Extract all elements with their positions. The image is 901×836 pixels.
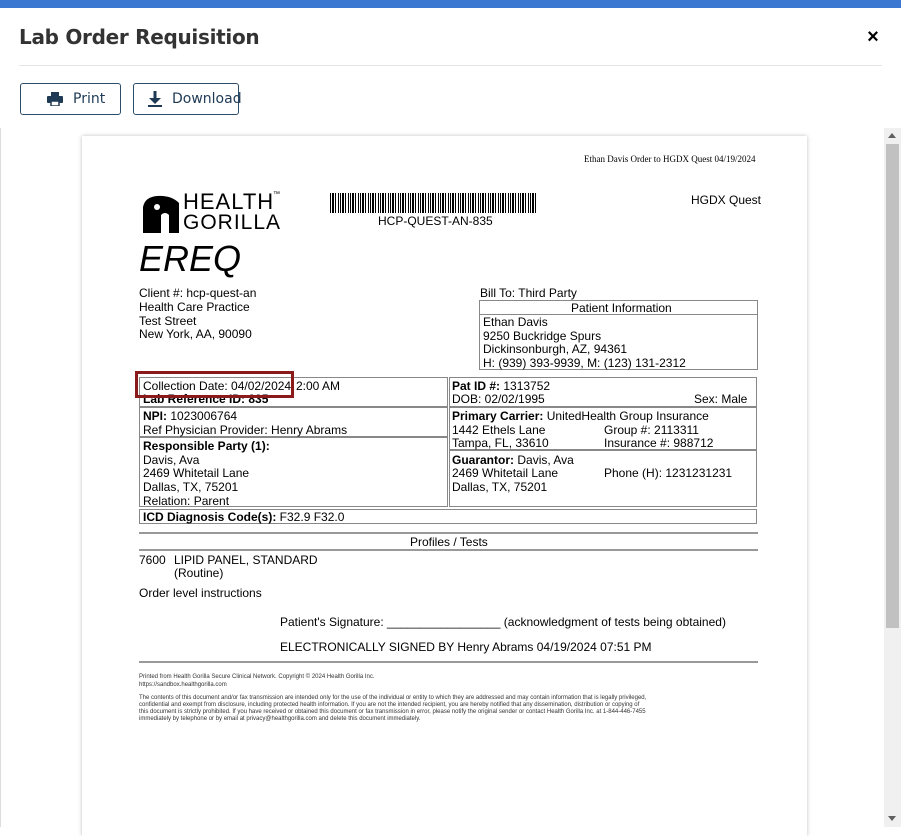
client-line-2: Health Care Practice	[139, 300, 250, 314]
guarantor	[452, 453, 574, 467]
pat-id-value: 1313752	[500, 379, 551, 393]
patient-id	[452, 379, 550, 393]
client-line-4: New York, AA, 90090	[139, 327, 252, 341]
gorilla-logo-icon	[139, 193, 181, 233]
scrollbar[interactable]	[884, 128, 901, 827]
icd-label: ICD Diagnosis Code(s):	[143, 510, 277, 524]
scroll-thumb[interactable]	[886, 144, 899, 628]
footer-line-2: https://sandbox.healthgorilla.com	[139, 682, 227, 688]
carrier-group: Group #: 2113311	[604, 423, 699, 437]
test-name: LIPID PANEL, STANDARD	[174, 553, 318, 567]
collection-date: Collection Date: 04/02/2024	[143, 379, 292, 393]
electronic-signature: ELECTRONICALLY SIGNED BY Henry Abrams 04/19/2024 07:51 PM	[280, 640, 652, 654]
footer-line-1: Printed from Health Gorilla Secure Clinical Network. Copyright © 2024 Health Gorilla Inc.	[139, 674, 375, 680]
carrier-insurance: Insurance #: 988712	[604, 436, 714, 450]
download-button[interactable]	[133, 83, 242, 115]
responsible-line-2: 2469 Whitetail Lane	[143, 466, 250, 480]
primary-carrier-value: UnitedHealth Group Insurance	[543, 409, 709, 423]
icd-codes	[143, 510, 344, 524]
responsible-line-4: Relation: Parent	[143, 494, 230, 508]
responsible-line-3: Dallas, TX, 75201	[143, 480, 239, 494]
close-button[interactable]: ×	[867, 26, 879, 48]
print-button[interactable]	[20, 83, 121, 115]
responsible-title: Responsible Party (1):	[143, 439, 270, 453]
lab-reference: Lab Reference ID: 835	[143, 392, 269, 406]
dob: DOB: 02/02/1995	[452, 392, 545, 406]
barcode	[330, 193, 538, 213]
disclaimer-line-3: this document is strictly prohibited. If you have received or obtained this document or fax transmission in error, please notify the original sender or contact Health Gorilla Inc. at 1-844-446-7455	[139, 709, 646, 715]
npi	[143, 409, 237, 423]
icd-value: F32.9 F32.0	[276, 510, 345, 524]
top-accent-bar	[0, 0, 901, 8]
download-icon	[148, 91, 162, 107]
profiles-bottom-rule	[139, 549, 758, 551]
modal-header	[0, 8, 901, 66]
scroll-down-arrow-icon[interactable]	[888, 816, 896, 821]
carrier-address-1: 1442 Ethels Lane	[452, 423, 546, 437]
ereq-title: EREQ	[139, 238, 242, 279]
guarantor-value: Davis, Ava	[514, 453, 574, 467]
collection-time: 2:00 AM	[296, 379, 341, 393]
primary-carrier	[452, 409, 709, 423]
patient-line-2: 9250 Buckridge Spurs	[483, 329, 602, 343]
logo-health-text: HEALTH	[183, 189, 275, 214]
logo-tm-mark: ™	[273, 191, 280, 198]
patient-line-1: Ethan Davis	[483, 315, 548, 329]
guarantor-address-2: Dallas, TX, 75201	[452, 480, 548, 494]
patient-line-4: H: (939) 393-9939, M: (123) 131-2312	[483, 356, 686, 370]
npi-value: 1023006764	[167, 409, 238, 423]
guarantor-address-1: 2469 Whitetail Lane	[452, 466, 559, 480]
test-priority: (Routine)	[174, 566, 224, 580]
scroll-up-arrow-icon[interactable]	[888, 133, 896, 138]
pat-id-label: Pat ID #:	[452, 379, 501, 393]
responsible-line-1: Davis, Ava	[143, 453, 200, 467]
collection-date-highlight	[135, 371, 294, 398]
client-line-3: Test Street	[139, 314, 197, 328]
disclaimer-line-1: The contents of this document and/or fax transmission are intended only for the use of the individual or entity to which they are addressed and may contain information that is legally privileged,	[139, 695, 647, 701]
modal-title: Lab Order Requisition	[19, 25, 260, 49]
disclaimer-line-2: confidential and exempt from disclosure, including protected health information. If you are not the intended recipient, you are hereby notified that any dissemination, distribution or copying of	[139, 702, 640, 708]
npi-label: NPI:	[143, 409, 167, 423]
header-divider	[19, 65, 882, 66]
sex: Sex: Male	[694, 392, 748, 406]
health-gorilla-logo	[139, 189, 284, 234]
lab-name: HGDX Quest	[691, 193, 762, 207]
logo-gorilla-text: GORILLA	[183, 211, 282, 234]
printer-icon	[47, 92, 63, 106]
test-code: 7600	[139, 553, 166, 567]
patient-signature: Patient's Signature: _________________ (acknowledgment of tests being obtained)	[280, 615, 726, 629]
patient-info-title: Patient Information	[571, 301, 672, 315]
guarantor-label: Guarantor:	[452, 453, 515, 467]
bill-to: Bill To: Third Party	[480, 286, 577, 300]
guarantor-phone: Phone (H): 1231231231	[604, 466, 733, 480]
primary-carrier-label: Primary Carrier:	[452, 409, 544, 423]
print-label: Print	[73, 91, 106, 107]
barcode-text: HCP-QUEST-AN-835	[378, 214, 493, 228]
disclaimer-line-4: immediately by telephone or by email at privacy@healthgorilla.com and delete this document immediately.	[139, 716, 421, 722]
ref-physician: Ref Physician Provider: Henry Abrams	[143, 423, 348, 437]
profiles-title: Profiles / Tests	[410, 535, 488, 549]
profiles-top-rule	[139, 532, 758, 534]
header-note: Ethan Davis Order to HGDX Quest 04/19/2024	[584, 154, 756, 164]
download-label: Download	[172, 91, 242, 107]
carrier-address-2: Tampa, FL, 33610	[452, 436, 549, 450]
client-line-1: Client #: hcp-quest-an	[139, 286, 257, 300]
patient-line-3: Dickinsonburgh, AZ, 94361	[483, 342, 628, 356]
order-instructions: Order level instructions	[139, 586, 262, 600]
footer-rule	[139, 661, 758, 663]
